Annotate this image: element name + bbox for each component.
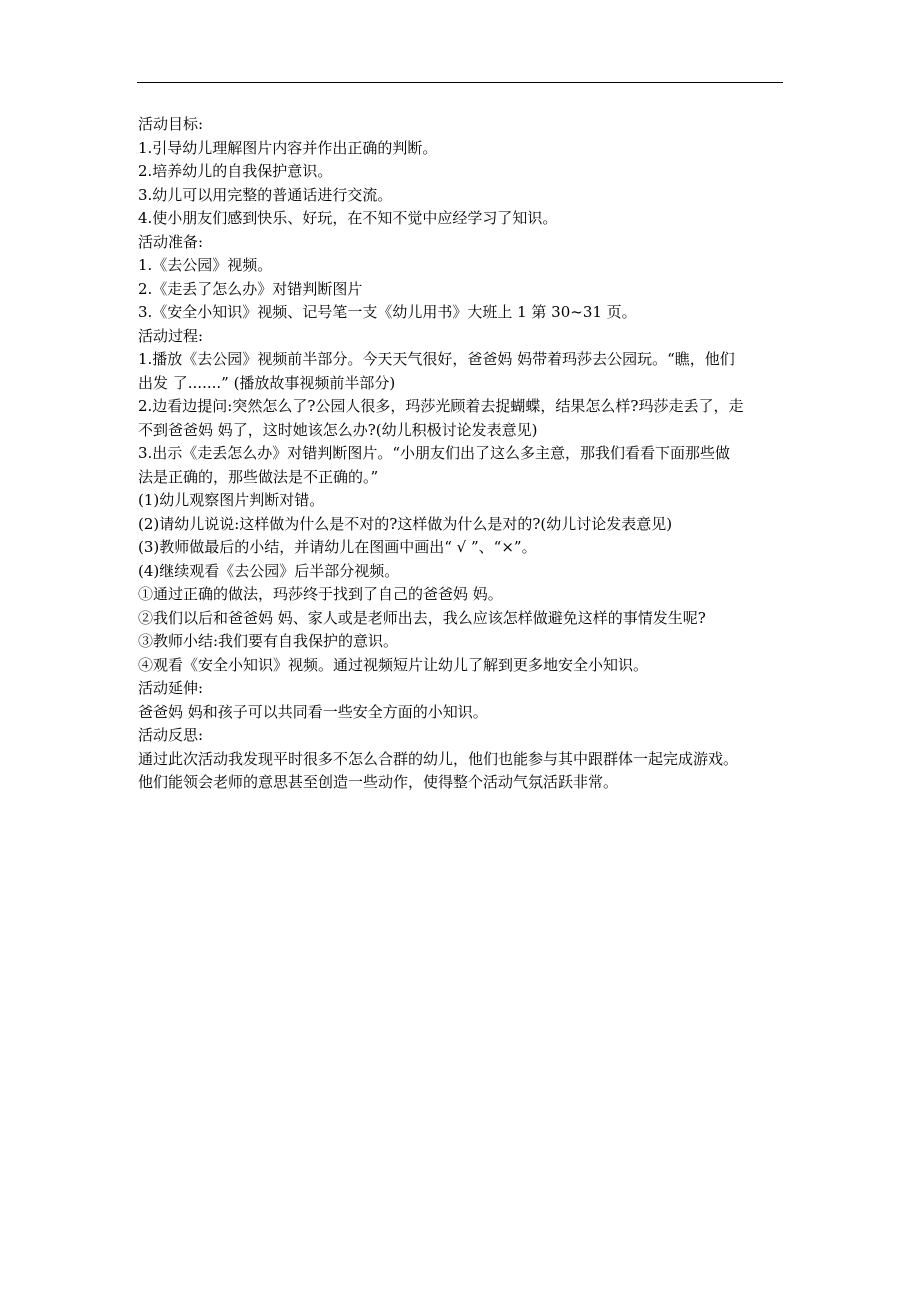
paragraph-line: 4.使小朋友们感到快乐、好玩，在不知不觉中应经学习了知识。	[138, 209, 558, 227]
paragraph-line: (1)幼儿观察图片判断对错。	[138, 491, 325, 509]
header-rule	[137, 82, 783, 83]
paragraph-line: 1.播放《去公园》视频前半部分。今天天气很好，爸爸妈 妈带着玛莎去公园玩。“瞧，他们	[138, 350, 735, 368]
section-heading-process: 活动过程:	[138, 326, 204, 345]
paragraph-line: ③教师小结:我们要有自我保护的意识。	[138, 632, 399, 650]
paragraph-line: 不到爸爸妈 妈了，这时她该怎么办?(幼儿积极讨论发表意见)	[138, 420, 538, 439]
paragraph-line: 3.出示《走丢怎么办》对错判断图片。“小朋友们出了这么多主意，那我们看看下面那些做	[138, 444, 730, 462]
paragraph-line: 法是正确的，那些做法是不正确的。”	[138, 467, 379, 486]
paragraph-line: ④观看《安全小知识》视频。通过视频短片让幼儿了解到更多地安全小知识。	[138, 655, 649, 674]
paragraph-line: 通过此次活动我发现平时很多不怎么合群的幼儿，他们也能参与其中跟群体一起完成游戏。	[138, 749, 739, 768]
section-heading-goals: 活动目标:	[138, 115, 204, 133]
paragraph-line: ②我们以后和爸爸妈 妈、家人或是老师出去，我么应该怎样做避免这样的事情发生呢?	[138, 608, 706, 627]
paragraph-line: 1.《去公园》视频。	[138, 256, 273, 274]
paragraph-line: 3.幼儿可以用完整的普通话进行交流。	[138, 185, 393, 204]
paragraph-line: 2.边看边提问:突然怎么了?公园人很多，玛莎光顾着去捉蝴蝶，结果怎么样?玛莎走丢了，走	[138, 397, 744, 415]
paragraph-line: (2)请幼儿说说:这样做为什么是不对的?这样做为什么是对的?(幼儿讨论发表意见)	[138, 514, 673, 533]
section-heading-preparation: 活动准备:	[138, 232, 204, 251]
section-heading-reflection: 活动反思:	[138, 726, 204, 744]
paragraph-line: 3.《安全小知识》视频、记号笔一支《幼儿用书》大班上 1 第 30~31 页。	[138, 303, 637, 321]
paragraph-line: 爸爸妈 妈和孩子可以共同看一些安全方面的小知识。	[138, 702, 488, 721]
paragraph-line: 2.培养幼儿的自我保护意识。	[138, 162, 333, 180]
paragraph-line: 他们能领会老师的意思甚至创造一些动作，使得整个活动气氛活跃非常。	[138, 773, 619, 791]
paragraph-line: 2.《走丢了怎么办》对错判断图片	[138, 279, 363, 298]
paragraph-line: ①通过正确的做法，玛莎终于找到了自己的爸爸妈 妈。	[138, 585, 503, 603]
paragraph-line: (3)教师做最后的小结，并请幼儿在图画中画出“ √ ”、“×”。	[138, 538, 537, 556]
paragraph-line: 1.引导幼儿理解图片内容并作出正确的判断。	[138, 138, 438, 157]
section-heading-extension: 活动延伸:	[138, 679, 204, 697]
paragraph-line: (4)继续观看《去公园》后半部分视频。	[138, 561, 400, 580]
paragraph-line: 出发 了.......” (播放故事视频前半部分)	[138, 373, 396, 392]
document-body	[138, 113, 798, 795]
